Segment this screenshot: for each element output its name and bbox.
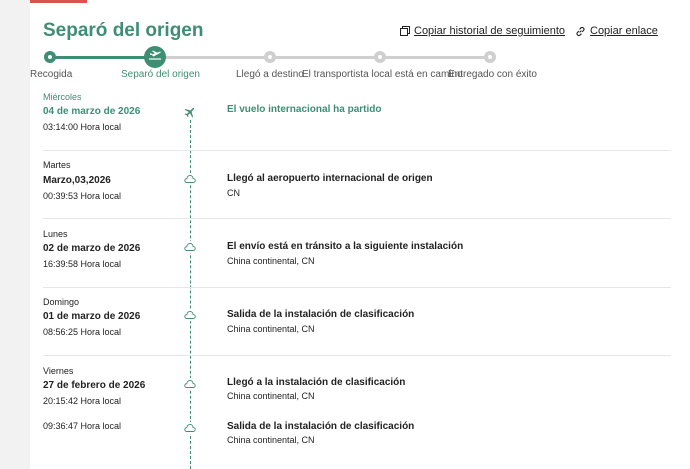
departure-plane-icon [148,48,162,66]
event-location: China continental, CN [227,256,315,266]
cloud-icon [184,378,196,390]
event-divider [43,150,671,151]
event-date: Marzo,03,2026 [43,175,111,186]
event-date: 27 de febrero de 2026 [43,380,146,391]
event-date: 02 de marzo de 2026 [43,243,141,254]
event-title: Salida de la instalación de clasificación [227,421,415,432]
copy-icon [400,26,410,36]
event-time: 09:36:47 Hora local [43,421,122,431]
event-title: Llegó a la instalación de clasificación [227,377,406,388]
event-title: Llegó al aeropuerto internacional de origen [227,173,433,184]
event-time: 08:56:25 Hora local [43,327,122,337]
link-icon [575,26,586,37]
tracking-card [30,0,690,469]
event-divider [43,287,671,288]
event-location: CN [227,188,240,198]
step-label-camino: El transportista local está en camino [302,69,463,80]
event-time: 00:39:53 Hora local [43,191,122,201]
event-title: El envío está en tránsito a la siguiente instalación [227,241,464,252]
progress-bar-remaining [154,56,492,59]
event-title: El vuelo internacional ha partido [227,104,382,115]
copy-history-link[interactable] [400,25,565,37]
event-time: 03:14:00 Hora local [43,122,122,132]
event-day: Domingo [43,297,80,307]
cloud-icon [184,422,196,434]
event-date: 04 de marzo de 2026 [43,106,141,117]
copy-link-label: Copiar enlace [590,25,658,37]
step-node-destino [264,51,276,63]
airplane-icon [184,106,196,118]
step-node-camino [374,51,386,63]
cloud-icon [184,241,196,253]
event-divider [43,355,671,356]
event-title: Salida de la instalación de clasificación [227,309,415,320]
cloud-icon [184,309,196,321]
event-location: China continental, CN [227,324,315,334]
progress-bar-completed [50,56,154,59]
cloud-icon [184,173,196,185]
event-location: China continental, CN [227,435,315,445]
copy-history-label: Copiar historial de seguimiento [414,25,566,37]
event-day: Martes [43,160,71,170]
page-title: Separó del origen [43,20,204,41]
event-location: China continental, CN [227,391,315,401]
step-label-entregado: Entregado con éxito [448,69,537,80]
event-divider [43,218,671,219]
event-day: Miércoles [43,92,82,102]
event-time: 16:39:58 Hora local [43,259,122,269]
event-day: Viernes [43,366,74,376]
copy-link-button[interactable] [575,25,658,37]
step-node-recogida [44,51,56,63]
event-day: Lunes [43,229,68,239]
step-node-entregado [484,51,496,63]
step-label-destino: Llegó a destino [236,69,304,80]
top-accent-bar [30,0,87,3]
event-date: 01 de marzo de 2026 [43,311,141,322]
step-label-recogida: Recogida [30,69,73,80]
event-time: 20:15:42 Hora local [43,396,122,406]
step-label-separo: Separó del origen [121,69,200,80]
step-node-current [144,46,166,68]
